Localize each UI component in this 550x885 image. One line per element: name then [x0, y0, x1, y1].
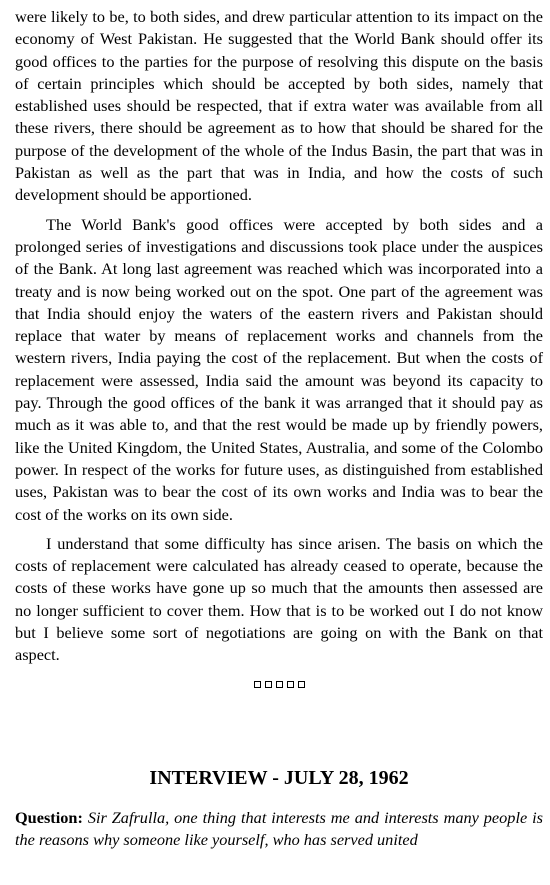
- paragraph-3: I understand that some difficulty has since arisen. The basis on which the costs of replacement were calculated has already ceased to operate, because the costs of these works have gone up so much that the amounts then assessed are no longer sufficient to cover them. How that is to be worked out I do not know but I believe some sort of negotiations are going on with the Bank on that aspect.: [15, 533, 543, 665]
- divider-square-icon: [276, 681, 283, 688]
- question-colon: :: [77, 808, 83, 827]
- question-paragraph: [15, 807, 543, 852]
- divider-square-icon: [265, 681, 272, 688]
- interview-heading: INTERVIEW - JULY 28, 1962: [149, 767, 409, 789]
- document-page: [15, 6, 543, 695]
- paragraph-2: The World Bank's good offices were accepted by both sides and a prolonged series of investigations and discussions took place under the auspices of the Bank. At long last agreement was reached which was incorporated into a treaty and is now being worked out on the spot. One part of the agreement was that India should enjoy the waters of the eastern rivers and Pakistan should replace that water by means of replacement works and channels from the western rivers, India paying the cost of the replacement. But when the costs of replacement were assessed, India said the amount was beyond its capacity to pay. Through the good offices of the bank it was arranged that it should pay as much as it was able to, and that the rest would be made up by friendly powers, like the United Kingdom, the United States, Australia, and some of the Colombo power. In respect of the works for future uses, as distinguished from established uses, Pakistan was to bear the cost of its own works and India was to bear the cost of the works on its own side.: [15, 214, 543, 524]
- question-text: Sir Zafrulla, one thing that interests me and interests many people is the reasons why someone like yourself, who has served united: [15, 808, 543, 850]
- divider-square-icon: [254, 681, 261, 688]
- section-divider-ornament: [15, 681, 543, 695]
- divider-square-icon: [287, 681, 294, 688]
- paragraph-1: were likely to be, to both sides, and drew particular attention to its impact on the economy of West Pakistan. He suggested that the World Bank should offer its good offices to the parties for the purpose of resolving this dispute on the basis of certain principles which should be accepted by both sides, namely that established uses should be respected, that if extra water was available from all these rivers, there should be agreement as to how that should be shared for the purpose of the development of the whole of the Indus Basin, the part that was in Pakistan as well as the part that was in India, and how the costs of such development should be apportioned.: [15, 7, 543, 205]
- question-label: Question: [15, 808, 78, 827]
- divider-square-icon: [298, 681, 305, 688]
